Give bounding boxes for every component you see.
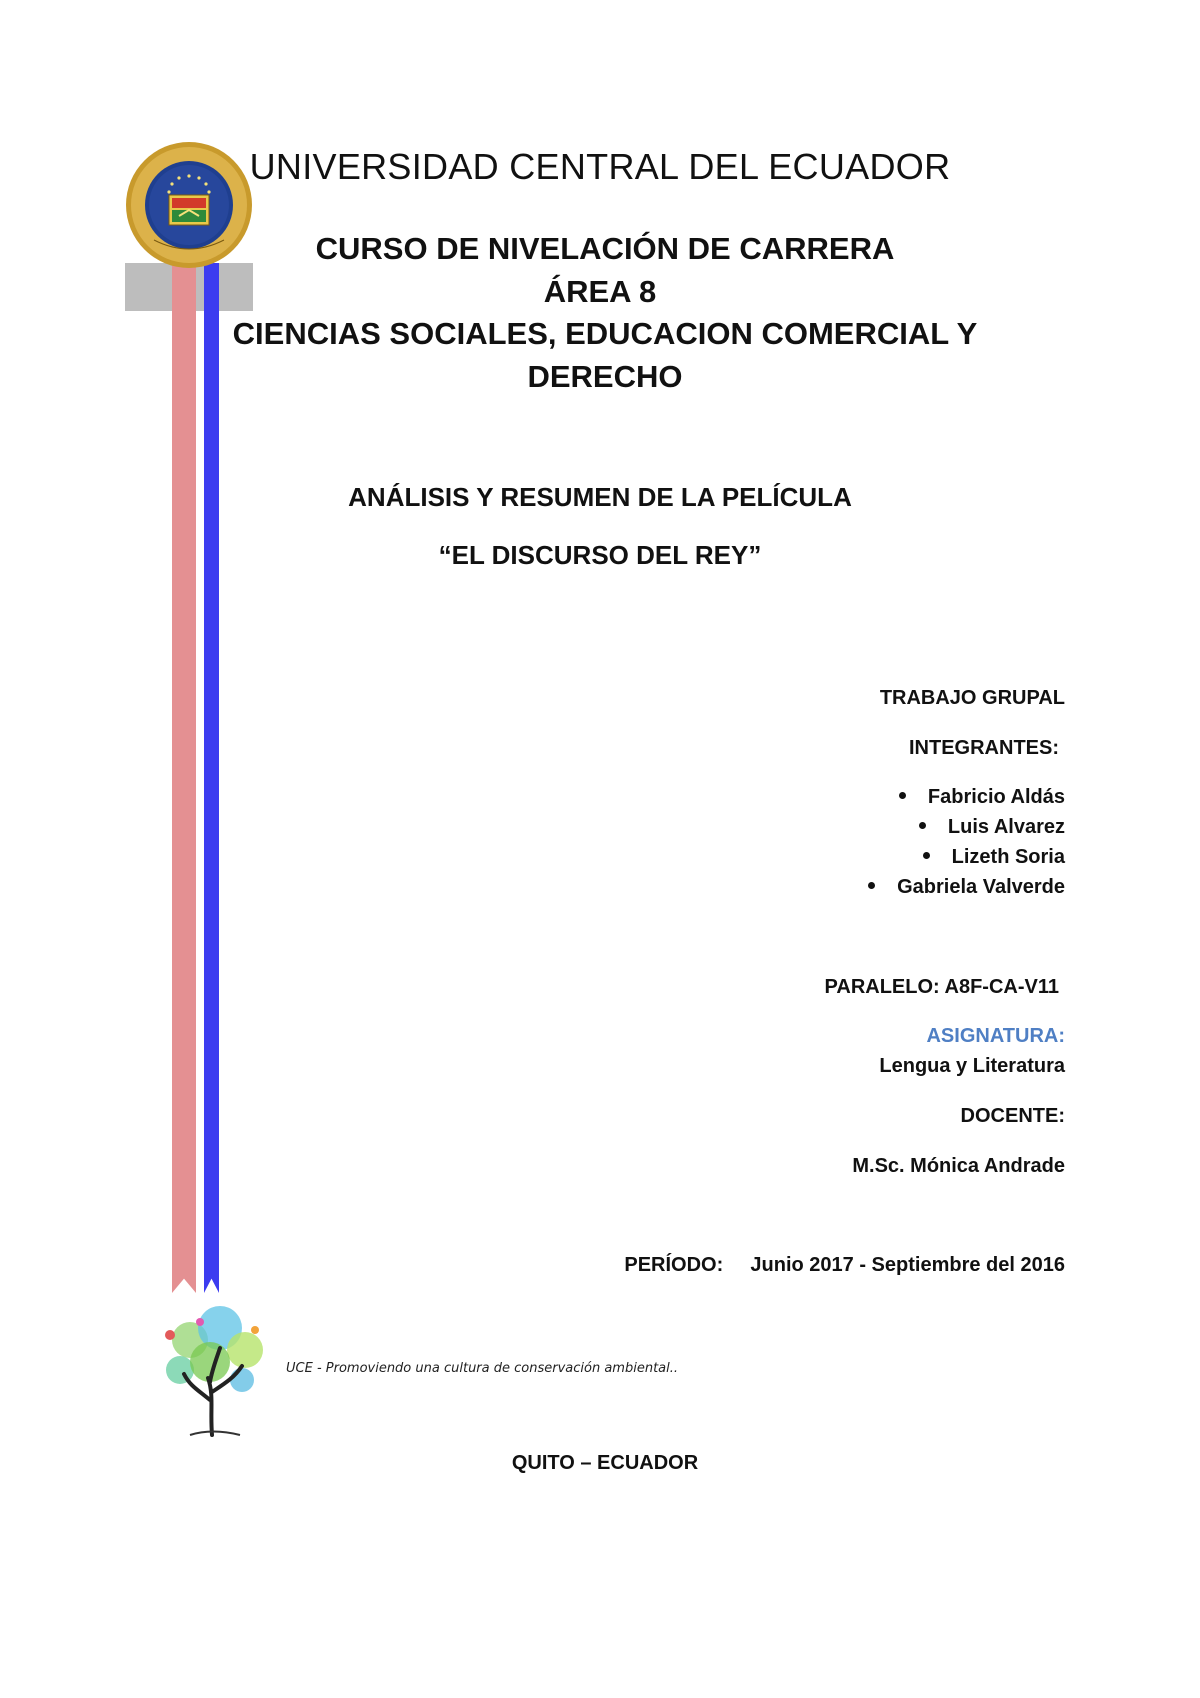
teacher-label: DOCENTE:	[960, 1105, 1065, 1127]
members-list	[700, 782, 1065, 902]
tree-logo-icon	[150, 1300, 280, 1440]
ribbon-red-stripe	[172, 263, 196, 1293]
list-item: Luis Alvarez	[700, 812, 1065, 842]
teacher-value: M.Sc. Mónica Andrade	[852, 1155, 1065, 1177]
film-title: “EL DISCURSO DEL REY”	[438, 540, 762, 570]
ribbon-blue-stripe	[204, 263, 219, 1293]
course-title: CURSO DE NIVELACIÓN DE CARRERA	[315, 231, 895, 266]
list-item: Lizeth Soria	[700, 842, 1065, 872]
area-title: ÁREA 8	[543, 274, 657, 309]
bullet-icon	[868, 882, 875, 889]
field-title-line2: DERECHO	[527, 359, 683, 394]
subject-value: Lengua y Literatura	[879, 1055, 1065, 1077]
list-item: Fabricio Aldás	[700, 782, 1065, 812]
motto-text: UCE - Promoviendo una cultura de conservación ambiental..	[286, 1361, 679, 1376]
period-value: Junio 2017 - Septiembre del 2016	[750, 1254, 1065, 1276]
field-title-line1: CIENCIAS SOCIALES, EDUCACION COMERCIAL Y	[232, 316, 978, 351]
bullet-icon	[923, 852, 930, 859]
work-type: TRABAJO GRUPAL	[879, 687, 1065, 709]
period-label: PERÍODO:	[624, 1254, 724, 1276]
work-title: ANÁLISIS Y RESUMEN DE LA PELÍCULA	[348, 482, 852, 512]
location: QUITO – ECUADOR	[511, 1452, 699, 1474]
university-name: UNIVERSIDAD CENTRAL DEL ECUADOR	[249, 146, 951, 187]
period-line	[500, 1254, 1065, 1277]
subject-label: ASIGNATURA:	[926, 1025, 1065, 1047]
paralelo: PARALELO: A8F-CA-V11	[824, 976, 1059, 998]
list-item: Gabriela Valverde	[700, 872, 1065, 902]
bullet-icon	[899, 792, 906, 799]
bullet-icon	[919, 822, 926, 829]
members-label: INTEGRANTES:	[909, 737, 1059, 759]
